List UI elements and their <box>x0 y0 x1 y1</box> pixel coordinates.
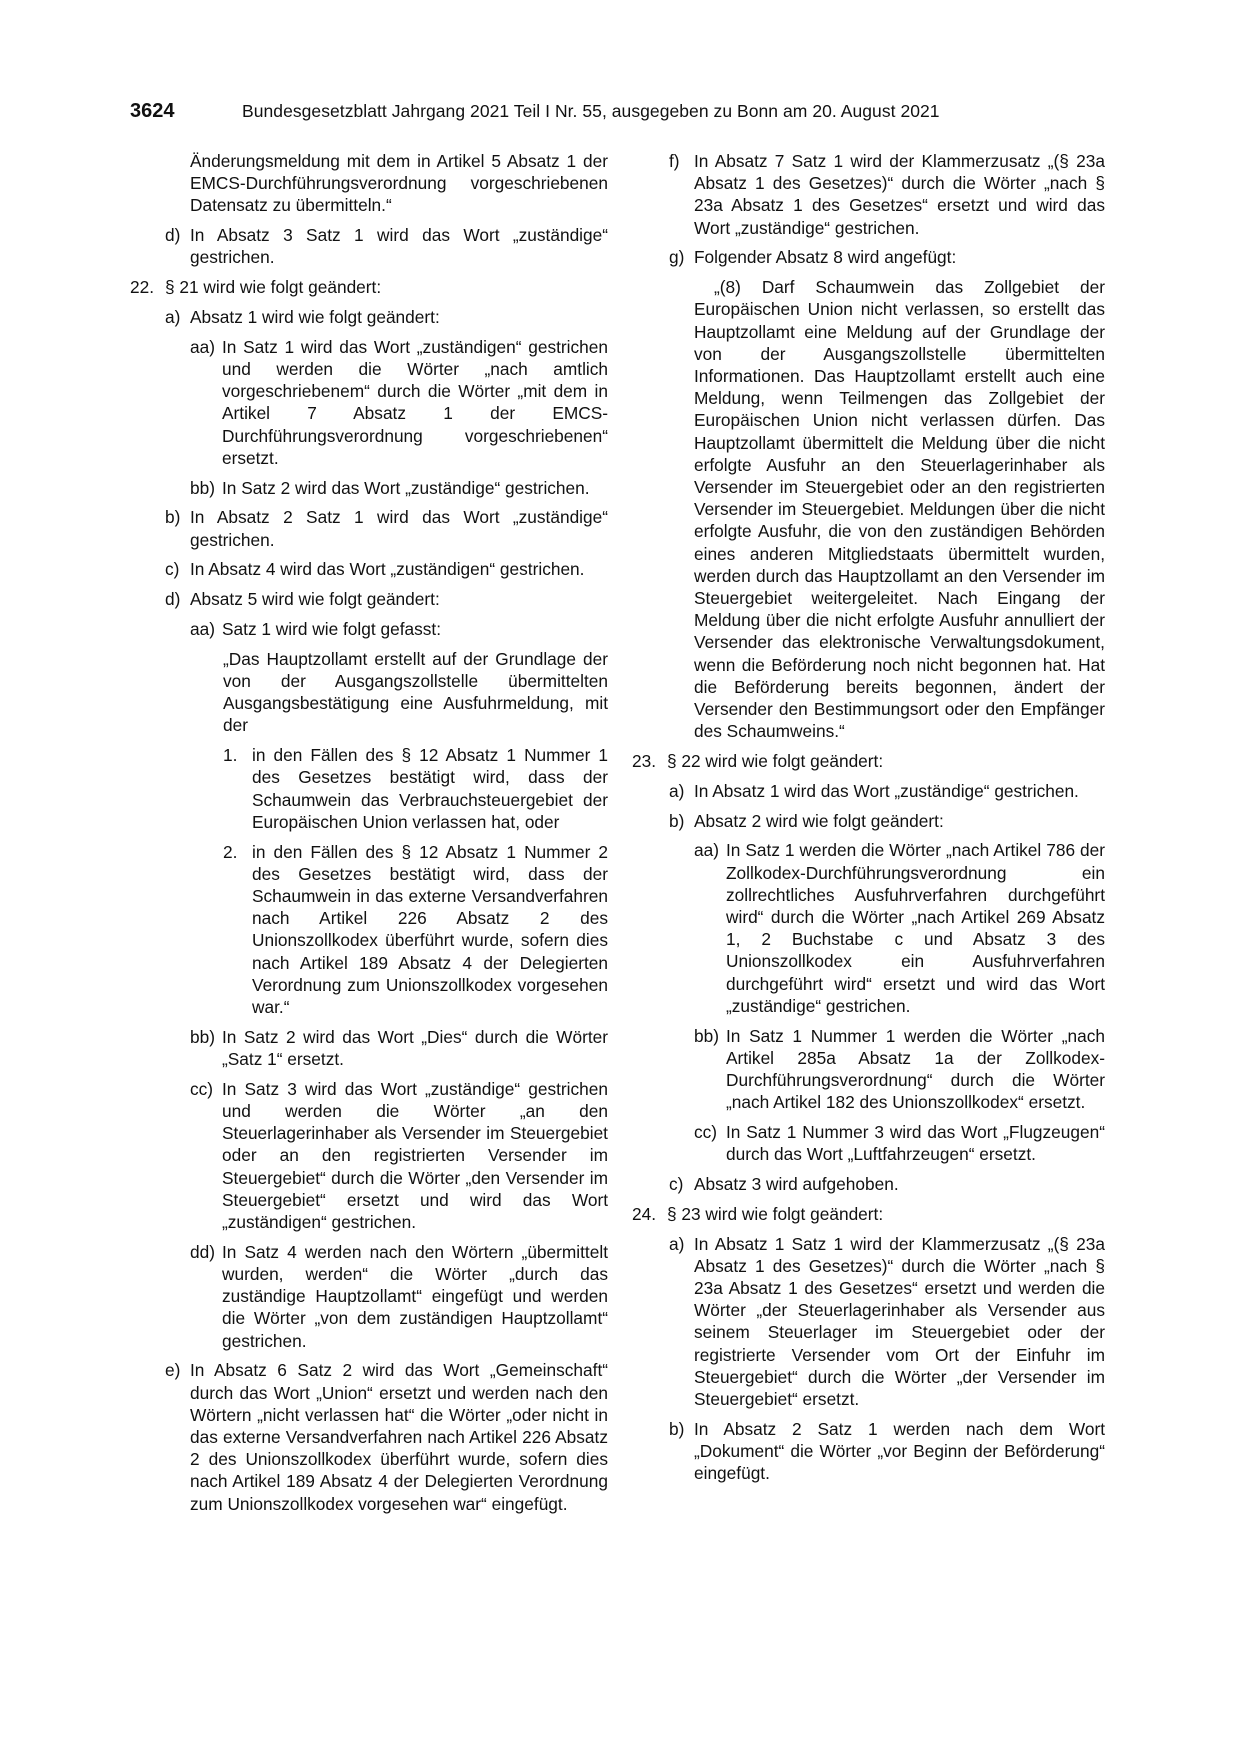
list-item-b: b) In Absatz 2 Satz 1 werden nach dem Wort „Dokument“ die Wörter „vor Beginn der Beförderung“ eingefügt. <box>669 1418 1105 1484</box>
list-item-d: d) In Absatz 3 Satz 1 wird das Wort „zuständige“ gestrichen. <box>165 225 608 268</box>
page-header <box>130 100 1000 126</box>
quoted-text: „Das Hauptzollamt erstellt auf der Grundlage der von der Ausgangszollstelle übermittelten Ausgangsbestätigung eine Ausfuhrmeldung, mit der <box>223 648 608 736</box>
list-item-g: g) Folgender Absatz 8 wird angefügt: <box>669 247 957 268</box>
list-item-a: a) In Absatz 1 Satz 1 wird der Klammerzusatz „(§ 23a Absatz 1 des Gesetzes)“ durch die Wörter „nach § 23a Absatz 1 des Gesetzes“ ersetzt und werden die Wörter „der Steuerlagerinhaber als Versender aus seinem Steuerlager im Steuergebiet oder der registrierte Versender vom Ort der Einfuhr im Steuergebiet“ durch die Wörter „der Versender im Steuergebiet“ ersetzt. <box>669 1233 1105 1410</box>
list-item-aa: aa) In Satz 1 werden die Wörter „nach Artikel 786 der Zollkodex-Durchführungsverordnung ein zollrechtliches Ausfuhrverfahren durchgeführt wird“ durch die Wörter „nach Artikel 269 Absatz 1, 2 Buchstabe c und Absatz 3 des Unionszollkodex ein Ausfuhrverfahren durchgeführt wird“ ersetzt und wird das Wort „zuständige“ gestrichen. <box>694 840 1105 1016</box>
list-item-a: a) Absatz 1 wird wie folgt geändert: <box>165 307 440 327</box>
right-column <box>632 150 1105 1492</box>
list-item-a: a) In Absatz 1 wird das Wort „zuständige“ gestrichen. <box>669 780 1079 801</box>
list-item-bb: bb) In Satz 2 wird das Wort „Dies“ durch die Wörter „Satz 1“ ersetzt. <box>190 1026 608 1070</box>
list-item-d: d) Absatz 5 wird wie folgt geändert: <box>165 589 440 610</box>
list-item-23: 23. § 22 wird wie folgt geändert: <box>632 751 884 772</box>
list-item-c: c) Absatz 3 wird aufgehoben. <box>669 1174 899 1195</box>
page-number: 3624 <box>130 100 175 122</box>
list-item-cc: cc) In Satz 1 Nummer 3 wird das Wort „Flugzeugen“ durch das Wort „Luftfahrzeugen“ ersetzt. <box>694 1122 1105 1165</box>
list-item-bb: bb) In Satz 1 Nummer 1 werden die Wörter „nach Artikel 285a Absatz 1a der Zollkodex-Durchführungsverordnung“ durch die Wörter „nach Artikel 182 des Unionszollkodex“ ersetzt. <box>694 1025 1105 1113</box>
list-item-f: f) In Absatz 7 Satz 1 wird der Klammerzusatz „(§ 23a Absatz 1 des Gesetzes)“ durch die Wörter „nach § 23a Absatz 1 des Gesetzes“ ersetzt und wird das Wort „zuständige“ gestrichen. <box>669 151 1105 238</box>
continuation-text: Änderungsmeldung mit dem in Artikel 5 Absatz 1 der EMCS-Durchführungsverordnung vorgeschriebenen Datensatz zu übermitteln.“ <box>190 151 608 216</box>
list-item-aa: aa) Satz 1 wird wie folgt gefasst: <box>190 619 441 639</box>
quoted-paragraph: „(8) Darf Schaumwein das Zollgebiet der Europäischen Union nicht verlassen, so erstellt das Hauptzollamt eine Meldung auf der Grundlage der von der Ausgangszollstelle übermittelten Informationen. Das Hauptzollamt erstellt auch eine Meldung, wenn Teilmengen das Zollgebiet der Europäischen Union nicht verlassen dürfen. Das Hauptzollamt übermittelt die Meldung über die nicht erfolgte Ausfuhr an den Steuerlagerinhaber als Versender im Steuergebiet oder an den registrierten Versender im Steuergebiet. Meldungen über die nicht erfolgte Ausfuhr, die von den zuständigen Behörden eines anderen Mitgliedstaats übermittelt wurden, werden durch das Hauptzollamt an den Versender im Steuergebiet weitergeleitet. Nach Eingang der Meldung über die nicht erfolgte Ausfuhr annulliert der Versender das elektronische Verwaltungsdokument, wenn die Beförderung noch nicht begonnen hat. Hat die Beförderung bereits begonnen, ändert der Versender den Bestimmungsort oder den Empfänger des Schaumweins.“ <box>694 277 1105 742</box>
running-head: Bundesgesetzblatt Jahrgang 2021 Teil I Nr. 55, ausgegeben zu Bonn am 20. August 2021 <box>242 101 940 121</box>
numbered-item-2: 2. in den Fällen des § 12 Absatz 1 Nummer 2 des Gesetzes bestätigt wird, dass der Schaumwein in das externe Versandverfahren nach Artikel 226 Absatz 2 des Unionszollkodex überführt wurde, sofern dies nach Artikel 189 Absatz 4 der Delegierten Verordnung zum Unionszollkodex vorgesehen war.“ <box>223 841 608 1018</box>
numbered-item-1: 1. in den Fällen des § 12 Absatz 1 Nummer 1 des Gesetzes bestätigt wird, dass der Schaumwein das Verbrauchsteuergebiet der Europäischen Union verlassen hat, oder <box>223 745 608 832</box>
list-item-b: b) Absatz 2 wird wie folgt geändert: <box>669 810 944 831</box>
list-item-22: 22. § 21 wird wie folgt geändert: <box>130 277 382 298</box>
list-item-cc: cc) In Satz 3 wird das Wort „zuständige“ gestrichen und werden die Wörter „an den Steuerlagerinhaber als Versender im Steuergebiet oder an den registrierten Versender im Steuergebiet“ durch die Wörter „den Versender im Steuergebiet“ ersetzt und wird das Wort „zuständigen“ gestrichen. <box>190 1078 608 1233</box>
list-item-e: e) In Absatz 6 Satz 2 wird das Wort „Gemeinschaft“ durch das Wort „Union“ ersetzt und werden nach den Wörtern „nicht verlassen hat“ die Wörter „oder nicht in das externe Versandverfahren nach Artikel 226 Absatz 2 des Unionszollkodex überführt wurde, sofern dies nach Artikel 189 Absatz 4 der Delegierten Verordnung zum Unionszollkodex vorgesehen war“ eingefügt. <box>165 1360 608 1514</box>
list-item-bb: bb) In Satz 2 wird das Wort „zuständige“ gestrichen. <box>190 477 590 498</box>
list-item-dd: dd) In Satz 4 werden nach den Wörtern „übermittelt wurden, werden“ die Wörter „durch das zuständige Hauptzollamt“ eingefügt und werden die Wörter „von dem zuständigen Hauptzollamt“ gestrichen. <box>190 1241 608 1351</box>
list-item-c: c) In Absatz 4 wird das Wort „zuständigen“ gestrichen. <box>165 559 585 580</box>
list-item-aa: aa) In Satz 1 wird das Wort „zuständigen“ gestrichen und werden die Wörter „nach amtlich vorgeschriebenem“ durch die Wörter „mit dem in Artikel 7 Absatz 1 der EMCS-Durchführungsverordnung vorgeschriebenen“ ersetzt. <box>190 336 608 468</box>
left-column <box>130 150 608 1522</box>
list-item-b: b) In Absatz 2 Satz 1 wird das Wort „zuständige“ gestrichen. <box>165 507 608 550</box>
list-item-24: 24. § 23 wird wie folgt geändert: <box>632 1203 884 1224</box>
